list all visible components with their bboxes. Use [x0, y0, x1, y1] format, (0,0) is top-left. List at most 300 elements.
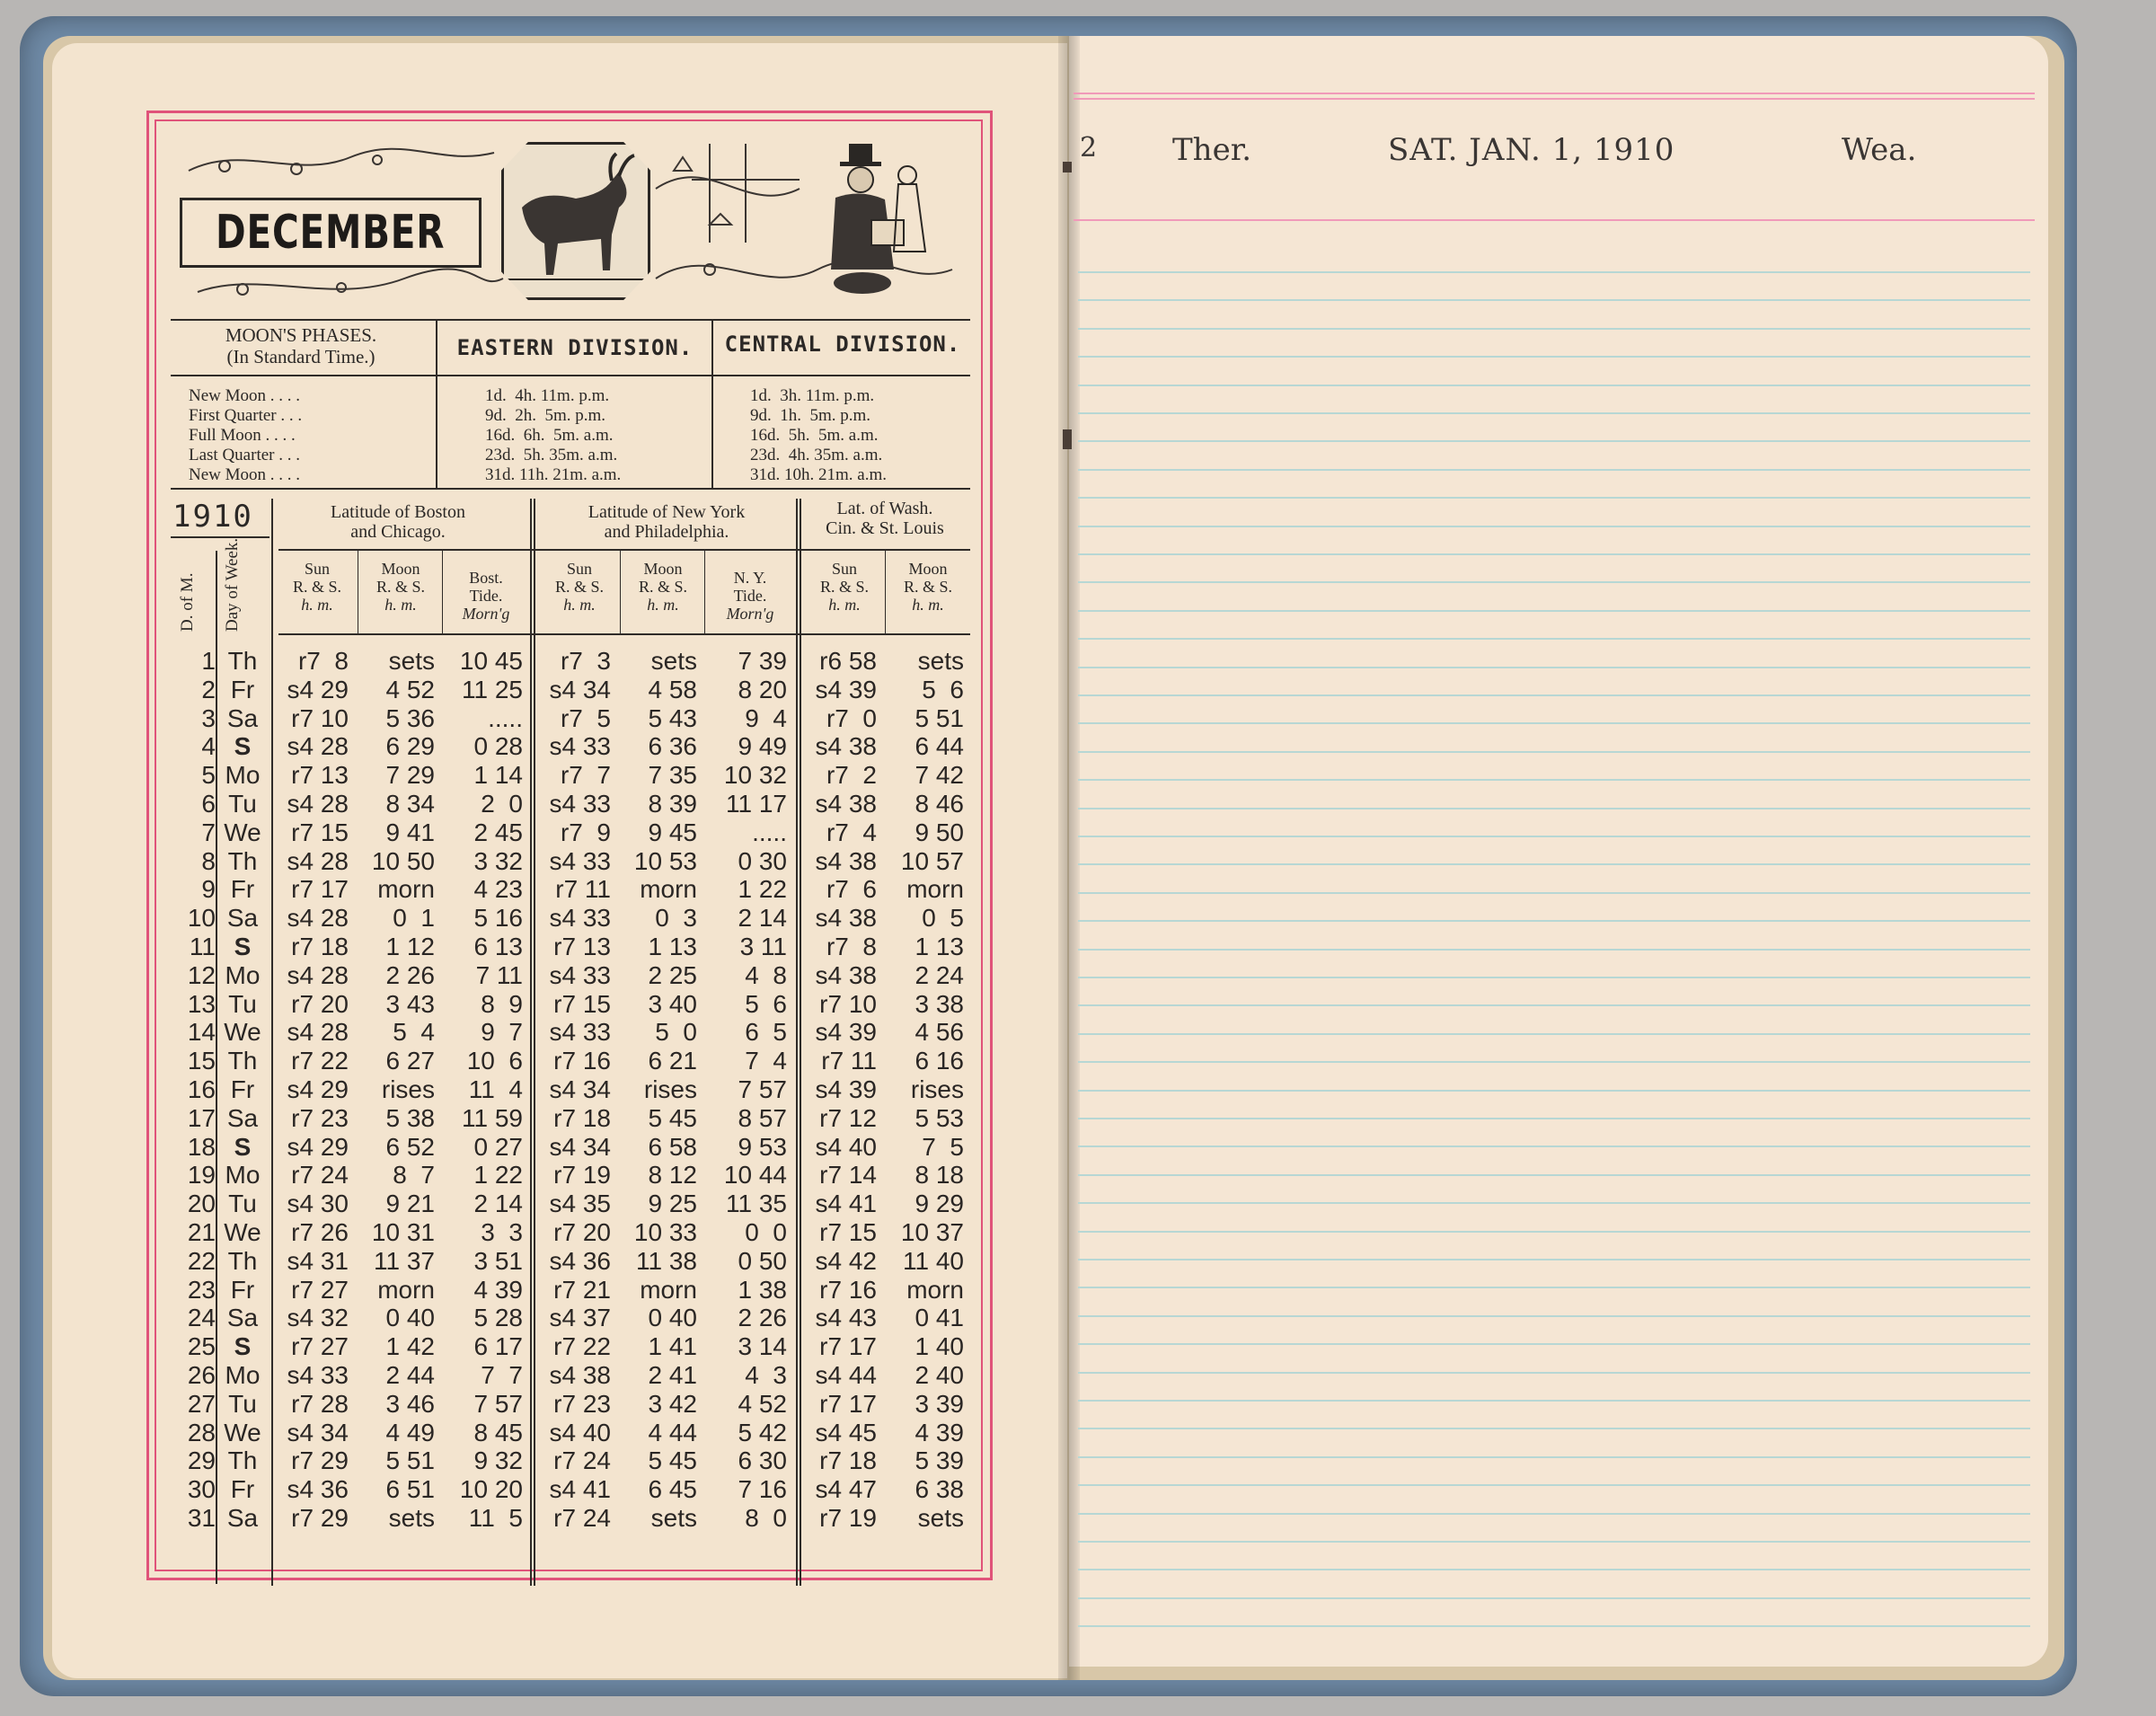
- newyork-sun-cell: r7 7: [560, 761, 611, 790]
- washington-sun-cell: r7 8: [826, 933, 877, 960]
- boston-moon-cell: 0 40: [378, 1304, 435, 1332]
- table-row: [171, 1133, 970, 1161]
- newyork-tide-cell: 4 52: [730, 1389, 787, 1418]
- ruled-line: [1078, 1174, 2030, 1176]
- newyork-moon-cell: 0 40: [641, 1304, 697, 1332]
- day-of-month: 3: [201, 703, 216, 732]
- day-of-month: 25: [187, 1332, 216, 1361]
- moon-phase-label: New Moon . . . .: [189, 386, 301, 405]
- table-row: [171, 933, 970, 960]
- diary-date: SAT. JAN. 1, 1910: [1388, 132, 1675, 168]
- newyork-tide-cell: 7 16: [730, 1475, 787, 1504]
- ruled-line: [1078, 1061, 2030, 1063]
- newyork-sun-cell: s4 36: [549, 1246, 611, 1275]
- table-row: [171, 647, 970, 675]
- day-of-month: 23: [187, 1275, 216, 1304]
- day-of-week: Fr: [230, 875, 255, 904]
- washington-moon-cell: morn: [906, 875, 964, 904]
- ruled-line: [1078, 610, 2030, 612]
- washington-moon-cell: 8 46: [907, 790, 964, 818]
- newyork-moon-cell: 2 25: [641, 960, 697, 989]
- newyork-tide-cell: 8 20: [730, 675, 787, 703]
- table-row: [171, 818, 970, 846]
- boston-sun-cell: s4 28: [287, 846, 349, 875]
- washington-moon-cell: 6 38: [907, 1475, 964, 1504]
- newyork-moon-cell: 6 45: [641, 1475, 697, 1504]
- boston-sun-cell: r7 27: [291, 1275, 349, 1304]
- washington-sun-cell: r7 14: [819, 1161, 877, 1190]
- washington-sun-cell: r7 19: [819, 1504, 877, 1532]
- table-row: [171, 990, 970, 1018]
- boston-moon-cell: 1 42: [378, 1332, 435, 1361]
- newyork-tide-cell: 8 0: [738, 1504, 787, 1532]
- washington-moon-cell: 10 37: [900, 1218, 964, 1246]
- table-row: [171, 904, 970, 932]
- boston-sun-cell: r7 24: [291, 1161, 349, 1190]
- moon-phase-label: New Moon . . . .: [189, 465, 301, 484]
- boston-sun-cell: s4 28: [287, 732, 349, 761]
- washington-moon-cell: 2 24: [907, 960, 964, 989]
- washington-moon-cell: 7 5: [915, 1132, 964, 1161]
- central-phase-time: 31d. 10h. 21m. a.m.: [750, 465, 887, 484]
- day-of-week: S: [234, 732, 252, 761]
- day-of-week: Tu: [228, 790, 257, 818]
- washington-sun-cell: s4 38: [815, 904, 877, 933]
- day-of-month: 29: [187, 1446, 216, 1475]
- washington-moon-cell: 9 29: [907, 1190, 964, 1218]
- table-row: [171, 1475, 970, 1503]
- day-of-week: We: [224, 1418, 261, 1446]
- ruled-line: [1078, 440, 2030, 442]
- ruled-line: [1078, 1090, 2030, 1092]
- day-of-month: 24: [187, 1304, 216, 1332]
- ruled-line: [1078, 1597, 2030, 1599]
- newyork-moon-cell: 0 3: [648, 904, 697, 933]
- newyork-moon-cell: sets: [650, 1504, 697, 1532]
- boston-sun-cell: s4 33: [287, 1361, 349, 1389]
- day-of-week: We: [224, 1218, 261, 1246]
- boston-sun-cell: s4 36: [287, 1475, 349, 1504]
- newyork-moon-cell: 1 13: [641, 933, 697, 960]
- boston-tide-cell: .....: [488, 703, 523, 732]
- eastern-phase-time: 31d. 11h. 21m. a.m.: [485, 465, 622, 484]
- ruled-line: [1078, 356, 2030, 358]
- newyork-tide-cell: 9 49: [730, 732, 787, 761]
- boston-sun-cell: s4 29: [287, 1075, 349, 1103]
- boston-moon-cell: sets: [388, 647, 435, 675]
- washington-moon-cell: 3 39: [907, 1389, 964, 1418]
- diary-header: [1069, 94, 2021, 211]
- boston-group-header: Latitude of Boston and Chicago.: [331, 502, 465, 542]
- table-row: [171, 847, 970, 875]
- ruled-line: [1078, 779, 2030, 781]
- washington-moon-cell: 11 40: [903, 1246, 964, 1275]
- boston-tide-cell: 9 7: [473, 1018, 523, 1047]
- table-row: [171, 1446, 970, 1474]
- washington-group-header: Lat. of Wash. Cin. & St. Louis: [826, 499, 944, 538]
- day-of-week: Tu: [228, 1389, 257, 1418]
- boston-moon-cell: 10 50: [371, 846, 435, 875]
- boston-tide-cell: 2 14: [466, 1190, 523, 1218]
- boston-tide-cell: 9 32: [466, 1446, 523, 1475]
- newyork-moon-cell: 5 43: [641, 703, 697, 732]
- washington-moon-cell: 0 41: [907, 1304, 964, 1332]
- boston-moon-cell: 5 36: [378, 703, 435, 732]
- ruled-line: [1078, 977, 2030, 978]
- thermometer-label: Ther.: [1172, 132, 1252, 168]
- newyork-sun-cell: s4 41: [549, 1475, 611, 1504]
- boston-tide-cell: 1 14: [466, 761, 523, 790]
- table-row: [171, 1247, 970, 1275]
- day-of-week: Fr: [230, 1075, 255, 1103]
- table-row: [171, 1276, 970, 1304]
- washington-moon-cell: 5 6: [915, 675, 964, 703]
- boston-sun-cell: s4 28: [287, 790, 349, 818]
- washington-sun-cell: s4 39: [815, 1018, 877, 1047]
- newyork-tide-cell: 8 57: [730, 1103, 787, 1132]
- newyork-sun-cell: r7 24: [553, 1446, 611, 1475]
- boston-sun-cell: r7 26: [291, 1218, 349, 1246]
- boston-tide-cell: 7 11: [468, 960, 523, 989]
- washington-sun-cell: s4 38: [815, 790, 877, 818]
- boston-sun-cell: s4 32: [287, 1304, 349, 1332]
- month-title-box: [180, 198, 482, 268]
- ruled-line: [1078, 1625, 2030, 1627]
- day-of-week: Th: [227, 1047, 258, 1075]
- newyork-moon-cell: 3 40: [641, 989, 697, 1018]
- washington-moon-cell: 0 5: [915, 904, 964, 933]
- day-of-month: 5: [201, 761, 216, 790]
- eastern-phase-time: 23d. 5h. 35m. a.m.: [485, 446, 618, 464]
- newyork-moon-cell: 4 58: [641, 675, 697, 703]
- table-row: [171, 676, 970, 703]
- ruled-line: [1078, 751, 2030, 753]
- boston-tide-cell: 4 23: [466, 875, 523, 904]
- boston-moon-cell: 2 44: [378, 1361, 435, 1389]
- ruled-line: [1078, 1428, 2030, 1429]
- day-of-month-header: D. of M.: [178, 572, 197, 632]
- boston-sun-cell: s4 28: [287, 904, 349, 933]
- day-of-week: Th: [227, 846, 258, 875]
- newyork-moon-cell: 10 53: [633, 846, 697, 875]
- washington-sun-cell: r7 17: [819, 1332, 877, 1361]
- boston-moon-cell: 5 4: [385, 1018, 435, 1047]
- boston-sun-cell: s4 29: [287, 675, 349, 703]
- boston-tide-cell: 8 9: [473, 989, 523, 1018]
- newyork-sun-cell: s4 34: [549, 1132, 611, 1161]
- washington-moon-cell: 2 40: [907, 1361, 964, 1389]
- ruled-line: [1078, 299, 2030, 301]
- washington-sun-cell: r7 12: [819, 1103, 877, 1132]
- boston-sun-cell: r7 23: [291, 1103, 349, 1132]
- day-of-week: Th: [227, 1246, 258, 1275]
- ruled-line: [1078, 1004, 2030, 1006]
- ruled-line: [1078, 271, 2030, 273]
- table-row: [171, 761, 970, 789]
- boston-sun-cell: r7 18: [291, 933, 349, 960]
- newyork-moon-cell: 8 39: [641, 790, 697, 818]
- newyork-moon-cell: 10 33: [633, 1218, 697, 1246]
- newyork-moon-cell: 11 38: [636, 1246, 697, 1275]
- newyork-tide-cell: 0 0: [738, 1218, 787, 1246]
- boston-tide-cell: 6 13: [466, 933, 523, 960]
- washington-sun-cell: s4 39: [815, 1075, 877, 1103]
- washington-sun-cell: s4 40: [815, 1132, 877, 1161]
- washington-sun-cell: s4 42: [815, 1246, 877, 1275]
- boston-moon-cell: 6 52: [378, 1132, 435, 1161]
- newyork-tide-cell: 10 44: [723, 1161, 787, 1190]
- newyork-sun-cell: r7 18: [553, 1103, 611, 1132]
- day-of-week: Fr: [230, 675, 255, 703]
- moon-phase-label: Last Quarter . . .: [189, 446, 300, 464]
- washington-sun-cell: r7 17: [819, 1389, 877, 1418]
- day-of-month: 1: [201, 647, 216, 675]
- washington-moon-cell: 6 16: [907, 1047, 964, 1075]
- ruled-line: [1078, 1569, 2030, 1570]
- washington-moon-cell: 10 57: [900, 846, 964, 875]
- table-row: [171, 790, 970, 818]
- day-of-week: Sa: [226, 1504, 259, 1532]
- ruled-line: [1078, 1287, 2030, 1288]
- newyork-moon-cell: 5 45: [641, 1446, 697, 1475]
- day-of-month: 17: [187, 1103, 216, 1132]
- boston-tide-cell: 4 39: [466, 1275, 523, 1304]
- table-row: [171, 875, 970, 903]
- newyork-moon-cell: 2 41: [641, 1361, 697, 1389]
- table-row: [171, 704, 970, 732]
- newyork-group-header: Latitude of New York and Philadelphia.: [588, 502, 746, 542]
- day-of-month: 9: [201, 875, 216, 904]
- washington-moon-cell: morn: [906, 1275, 964, 1304]
- ruled-line: [1078, 949, 2030, 951]
- boston-tide-cell: 8 45: [466, 1418, 523, 1446]
- book-gutter: [1058, 36, 1080, 1680]
- washington-sun-cell: s4 38: [815, 732, 877, 761]
- newyork-tide-cell: 3 11: [732, 933, 787, 960]
- boston-moon-cell: 4 49: [378, 1418, 435, 1446]
- newyork-tide-cell: 4 3: [738, 1361, 787, 1389]
- ruled-line: [1078, 553, 2030, 555]
- boston-sun-cell: r7 10: [291, 703, 349, 732]
- newyork-sun-cell: r7 19: [553, 1161, 611, 1190]
- washington-sun-cell: s4 39: [815, 675, 877, 703]
- newyork-tide-cell: 6 5: [738, 1018, 787, 1047]
- day-of-week: We: [224, 818, 261, 846]
- washington-moon-cell: 4 56: [907, 1018, 964, 1047]
- day-of-week: Mo: [225, 960, 261, 989]
- day-of-week: Th: [227, 647, 258, 675]
- washington-sun-cell: r6 58: [819, 647, 877, 675]
- newyork-sun-cell: r7 16: [553, 1047, 611, 1075]
- newyork-moon-cell: morn: [640, 1275, 697, 1304]
- day-of-month: 12: [187, 960, 216, 989]
- newyork-sun-cell: s4 34: [549, 1075, 611, 1103]
- ruled-line: [1078, 836, 2030, 837]
- day-of-month: 2: [201, 675, 216, 703]
- newyork-sun-cell: s4 38: [549, 1361, 611, 1389]
- day-of-month: 16: [187, 1075, 216, 1103]
- boston-moon-cell: 9 21: [378, 1190, 435, 1218]
- newyork-sun-cell: s4 33: [549, 904, 611, 933]
- boston-moon-cell: 8 34: [378, 790, 435, 818]
- newyork-tide-cell: 3 14: [730, 1332, 787, 1361]
- boston-tide-cell: 10 45: [459, 647, 523, 675]
- newyork-tide-cell: 2 14: [730, 904, 787, 933]
- boston-tide-cell: 0 28: [466, 732, 523, 761]
- newyork-sun-cell: s4 33: [549, 846, 611, 875]
- washington-moon-cell: sets: [917, 647, 964, 675]
- boston-tide-cell: 7 57: [466, 1389, 523, 1418]
- newyork-tide-cell: 9 4: [738, 703, 787, 732]
- table-year: 1910: [172, 499, 253, 535]
- newyork-tide-cell: 1 38: [730, 1275, 787, 1304]
- newyork-tide-cell: 9 53: [730, 1132, 787, 1161]
- newyork-moon-cell: 9 45: [641, 818, 697, 846]
- newyork-tide-cell: 7 39: [730, 647, 787, 675]
- boston-moon-cell: 3 46: [378, 1389, 435, 1418]
- table-row: [171, 1332, 970, 1360]
- washington-moon-cell: 7 42: [907, 761, 964, 790]
- boston-moon-cell: 6 29: [378, 732, 435, 761]
- boston-moon-cell: 9 41: [378, 818, 435, 846]
- boston-sun-cell: s4 30: [287, 1190, 349, 1218]
- table-row: [171, 1304, 970, 1331]
- boston-tide-cell: 2 45: [466, 818, 523, 846]
- boston-tide-cell: 11 4: [468, 1075, 523, 1103]
- table-row: [171, 961, 970, 989]
- newyork-sun-cell: r7 23: [553, 1389, 611, 1418]
- central-phase-time: 16d. 5h. 5m. a.m.: [750, 426, 879, 445]
- ruled-line: [1078, 412, 2030, 414]
- washington-sun-cell: r7 0: [826, 703, 877, 732]
- ruled-line: [1078, 1231, 2030, 1233]
- newyork-moon-cell: 8 12: [641, 1161, 697, 1190]
- boston-tide-cell: 10 6: [466, 1047, 523, 1075]
- washington-sun-cell: s4 43: [815, 1304, 877, 1332]
- washington-moon-cell: sets: [917, 1504, 964, 1532]
- boston-sun-cell: r7 13: [291, 761, 349, 790]
- day-of-week: Sa: [226, 1304, 259, 1332]
- boston-moon-cell: 8 7: [385, 1161, 435, 1190]
- newyork-tide-cell: 11 17: [726, 790, 787, 818]
- boston-moon-header: Moon R. & S. h. m.: [376, 560, 426, 614]
- ruled-line: [1078, 1400, 2030, 1402]
- ruled-line: [1078, 1372, 2030, 1374]
- table-row: [171, 1104, 970, 1132]
- newyork-moon-cell: 6 36: [641, 732, 697, 761]
- newyork-tide-header: N. Y. Tide. Morn'g: [726, 569, 774, 623]
- boston-sun-cell: s4 34: [287, 1418, 349, 1446]
- day-of-week: S: [234, 1332, 252, 1361]
- day-of-month: 22: [187, 1246, 216, 1275]
- newyork-tide-cell: 7 4: [738, 1047, 787, 1075]
- newyork-sun-cell: r7 3: [560, 647, 611, 675]
- boston-moon-cell: 5 51: [378, 1446, 435, 1475]
- washington-moon-cell: 5 53: [907, 1103, 964, 1132]
- ruled-line: [1078, 385, 2030, 386]
- washington-sun-cell: r7 18: [819, 1446, 877, 1475]
- ruled-line: [1078, 863, 2030, 865]
- day-of-month: 10: [187, 904, 216, 933]
- newyork-tide-cell: 0 50: [730, 1246, 787, 1275]
- newyork-tide-cell: 5 6: [738, 989, 787, 1018]
- day-of-week: Tu: [228, 1190, 257, 1218]
- day-of-month: 18: [187, 1132, 216, 1161]
- ruled-line: [1078, 694, 2030, 696]
- boston-tide-cell: 11 5: [468, 1504, 523, 1532]
- newyork-sun-cell: s4 40: [549, 1418, 611, 1446]
- day-of-week: Mo: [225, 1361, 261, 1389]
- washington-sun-cell: r7 6: [826, 875, 877, 904]
- header-rule: [1074, 219, 2035, 221]
- ruled-line: [1078, 469, 2030, 471]
- newyork-sun-header: Sun R. & S. h. m.: [554, 560, 605, 614]
- ruled-line: [1078, 1145, 2030, 1147]
- ruled-line: [1078, 1202, 2030, 1204]
- boston-moon-cell: 7 29: [378, 761, 435, 790]
- boston-moon-cell: 11 37: [374, 1246, 435, 1275]
- day-of-week: Fr: [230, 1475, 255, 1504]
- washington-sun-cell: s4 38: [815, 960, 877, 989]
- washington-moon-cell: 1 40: [907, 1332, 964, 1361]
- boston-sun-cell: r7 22: [291, 1047, 349, 1075]
- newyork-tide-cell: 10 32: [723, 761, 787, 790]
- newyork-sun-cell: r7 15: [553, 989, 611, 1018]
- boston-sun-cell: r7 15: [291, 818, 349, 846]
- ruled-line: [1078, 1259, 2030, 1260]
- day-of-week: Fr: [230, 1275, 255, 1304]
- ruled-line: [1078, 892, 2030, 894]
- boston-sun-cell: r7 20: [291, 989, 349, 1018]
- boston-tide-cell: 7 7: [473, 1361, 523, 1389]
- boston-tide-cell: 3 51: [466, 1246, 523, 1275]
- central-phase-time: 23d. 4h. 35m. a.m.: [750, 446, 883, 464]
- boston-sun-cell: r7 29: [291, 1504, 349, 1532]
- washington-moon-cell: 4 39: [907, 1418, 964, 1446]
- boston-moon-cell: 6 51: [378, 1475, 435, 1504]
- ruled-line: [1078, 638, 2030, 640]
- boston-moon-cell: sets: [388, 1504, 435, 1532]
- ruled-line: [1078, 526, 2030, 527]
- day-of-month: 20: [187, 1190, 216, 1218]
- ruled-line: [1078, 808, 2030, 809]
- newyork-sun-cell: r7 9: [560, 818, 611, 846]
- eastern-phase-time: 9d. 2h. 5m. p.m.: [485, 406, 606, 425]
- washington-sun-cell: s4 44: [815, 1361, 877, 1389]
- boston-moon-cell: 4 52: [378, 675, 435, 703]
- newyork-tide-cell: 1 22: [730, 875, 787, 904]
- boston-sun-cell: s4 29: [287, 1132, 349, 1161]
- boston-sun-cell: r7 17: [291, 875, 349, 904]
- newyork-sun-cell: s4 37: [549, 1304, 611, 1332]
- boston-moon-cell: 3 43: [378, 989, 435, 1018]
- newyork-sun-cell: r7 13: [553, 933, 611, 960]
- day-of-month: 30: [187, 1475, 216, 1504]
- washington-moon-header: Moon R. & S. h. m.: [903, 560, 953, 614]
- washington-sun-cell: s4 47: [815, 1475, 877, 1504]
- boston-tide-cell: 11 25: [462, 675, 523, 703]
- boston-moon-cell: rises: [381, 1075, 435, 1103]
- central-phase-time: 1d. 3h. 11m. p.m.: [750, 386, 875, 405]
- table-row: [171, 1218, 970, 1246]
- ruled-line: [1078, 920, 2030, 922]
- ruled-line: [1078, 1118, 2030, 1119]
- table-row: [171, 1161, 970, 1189]
- weather-label: Wea.: [1842, 132, 1917, 168]
- ruled-line: [1078, 722, 2030, 724]
- newyork-moon-cell: 6 21: [641, 1047, 697, 1075]
- newyork-moon-header: Moon R. & S. h. m.: [638, 560, 688, 614]
